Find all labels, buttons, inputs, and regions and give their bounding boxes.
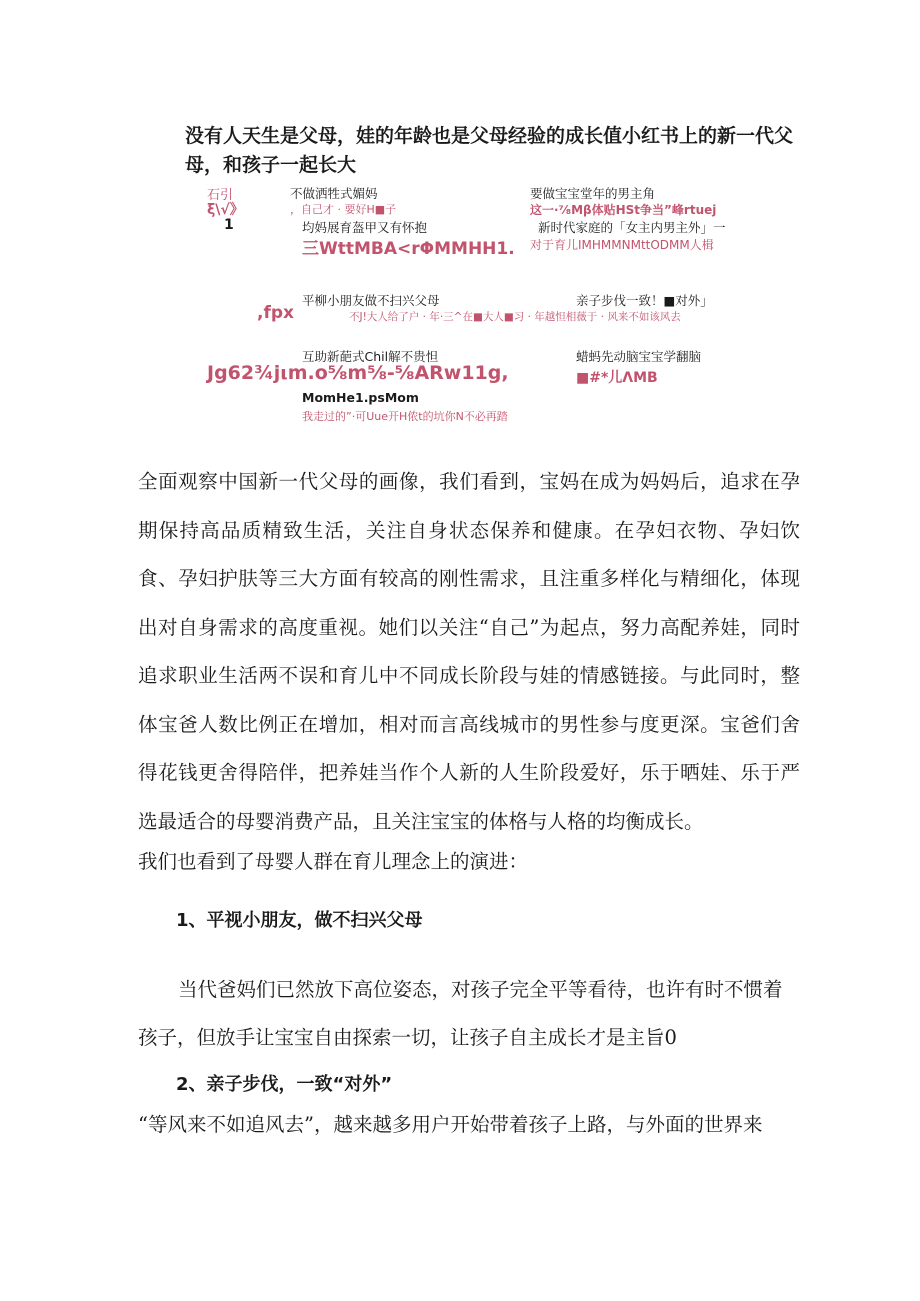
figure-item-heading: 不做洒牲式媚妈 (290, 186, 378, 201)
figure-item-subtext: 对于育儿IMHMMNMttODMM人楫 (530, 238, 714, 252)
figure-item-heading: MomHe1.psMom (302, 390, 419, 405)
figure-item-heading: 平柳小朋友做不扫兴父母 (302, 293, 440, 308)
figure-item-heading: 新时代家庭的「女主内男主外」一 (538, 220, 726, 235)
figure-left-label: 石引 (207, 188, 234, 203)
figure-item-heading: 均妈展育盔甲又有怀抱 (302, 220, 428, 235)
figure-item-subtext: 不J!大人给了户 · 年·三^在■大人■习 · 年越怛相薇于 · 风来不如该风去 (349, 311, 681, 323)
figure-item-subtext: ，自己才 · 要好H■子 (290, 203, 397, 216)
figure-item-heading: 亲子步伐一致！■对外」 (576, 293, 713, 308)
figure-left-label: ξ\√》 (207, 202, 244, 218)
figure-item-subtext: 三WttMBA<rΦMMHH1. (302, 239, 515, 259)
figure-item-subtext: 我走过的”·可Uue开H侬t的坑你N不必再踏 (302, 410, 508, 423)
infographic-figure (0, 0, 920, 440)
figure-item-heading: 互助新葩式Chil解不贵怛 (302, 349, 439, 364)
figure-item-subtext: ■#*儿ΛMB (576, 370, 658, 386)
body-paragraph: 全面观察中国新一代父母的画像，我们看到，宝妈在成为妈妈后，追求在孕期保持高品质精致生活，关注自身状态保养和健康。在孕妇衣物、孕妇饮食、孕妇护肤等三大方面有较高的刚性需求，且注重多样化与精细化，体现出对自身需求的高度重视。她们以关注“自己”为起点，努力高配养娃，同时追求职业生活两不误和育儿中不同成长阶段与娃的情感链接。与此同时，整体宝爸人数比例正在增加，相对而言高线城市的男性参与度更深。宝爸们舍得花钱更舍得陪伴，把养娃当作个人新的人生阶段爱好，乐于晒娃、乐于严选最适合的母婴消费产品，且关注宝宝的体格与人格的均衡成长。 (138, 470, 800, 833)
figure-left-number: 1 (224, 217, 234, 233)
figure-left-label: ,fpx (257, 303, 294, 323)
section-paragraph: 当代爸妈们已然放下高位姿态，对孩子完全平等看待，也许有时不惯着孩子，但放手让宝宝自由探索一切，让孩子自主成长才是主旨0 (138, 978, 783, 1049)
figure-item-subtext: Jg62¾jιm.o⅝m⅝-⅝ARw11g, (207, 362, 509, 384)
figure-item-subtext: 这一·⁷⁄₈Mβ体贴HSt争当”峰rtuej (530, 203, 717, 217)
figure-item-heading: 要做宝宝堂年的男主角 (530, 186, 656, 201)
document-title: 没有人天生是父母，娃的年龄也是父母经验的成长值小红书上的新一代父母，和孩子一起长大 (185, 125, 794, 176)
figure-item-heading: 蜡蚂先动脑宝宝学翻脑 (576, 349, 702, 364)
section-heading: 1、平视小朋友，做不扫兴父母 (176, 910, 423, 931)
lead-sentence: 我们也看到了母婴人群在育儿理念上的演进： (138, 850, 529, 873)
section-heading: 2、亲子步伐，一致“对外” (176, 1074, 393, 1095)
section-paragraph: “等风来不如追风去”，越来越多用户开始带着孩子上路，与外面的世界来 (138, 1113, 763, 1136)
